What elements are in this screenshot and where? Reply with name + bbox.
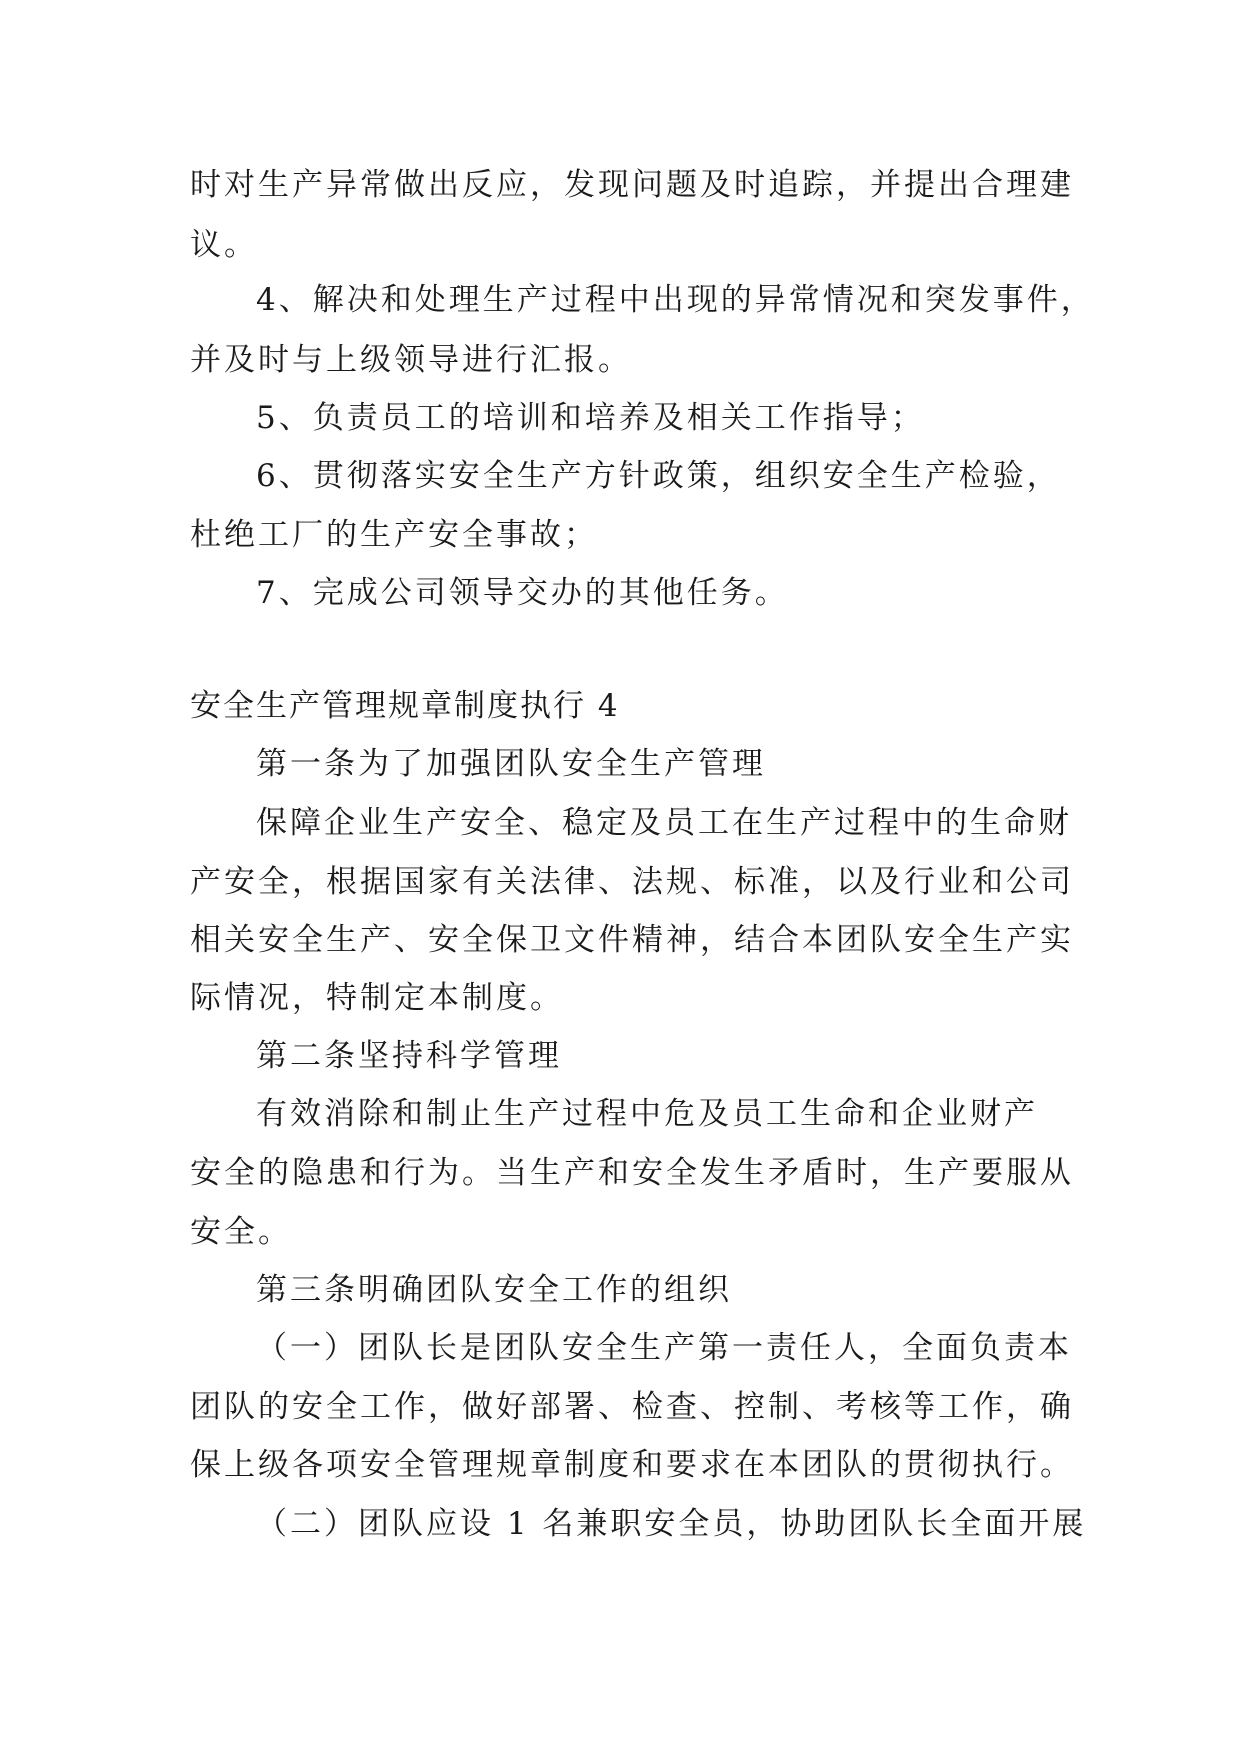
text-line: 时对生产异常做出反应，发现问题及时追踪，并提出合理建 [190,167,1074,203]
list-item: 5、负责员工的培训和培养及相关工作指导； [256,400,925,436]
text-line: 保上级各项安全管理规章制度和要求在本团队的贯彻执行。 [190,1447,1074,1483]
text-line: （一）团队长是团队安全生产第一责任人，全面负责本 [256,1330,1072,1366]
list-item: 4、解决和处理生产过程中出现的异常情况和突发事件， [256,282,1095,318]
list-item: 6、贯彻落实安全生产方针政策，组织安全生产检验， [256,458,1061,494]
article-title: 第二条坚持科学管理 [256,1038,562,1074]
text-line: 议。 [190,227,258,263]
text-line: 相关安全生产、安全保卫文件精神，结合本团队安全生产实 [190,922,1074,958]
text-line: 产安全，根据国家有关法律、法规、标准，以及行业和公司 [190,864,1074,900]
text-line: 并及时与上级领导进行汇报。 [190,342,632,378]
article-title: 第一条为了加强团队安全生产管理 [256,746,766,782]
text-line: 安全。 [190,1214,292,1250]
text-line: 有效消除和制止生产过程中危及员工生命和企业财产 [256,1096,1038,1132]
text-line: （二）团队应设 1 名兼职安全员，协助团队长全面开展 [256,1506,1087,1542]
text-line: 际情况，特制定本制度。 [190,980,564,1016]
text-line: 杜绝工厂的生产安全事故； [190,517,598,553]
list-item: 7、完成公司领导交办的其他任务。 [256,575,789,611]
text-line: 安全的隐患和行为。当生产和安全发生矛盾时，生产要服从 [190,1155,1074,1191]
section-heading: 安全生产管理规章制度执行 4 [190,688,620,724]
text-line: 保障企业生产安全、稳定及员工在生产过程中的生命财 [256,805,1072,841]
text-line: 团队的安全工作，做好部署、检查、控制、考核等工作，确 [190,1389,1074,1425]
article-title: 第三条明确团队安全工作的组织 [256,1272,732,1308]
